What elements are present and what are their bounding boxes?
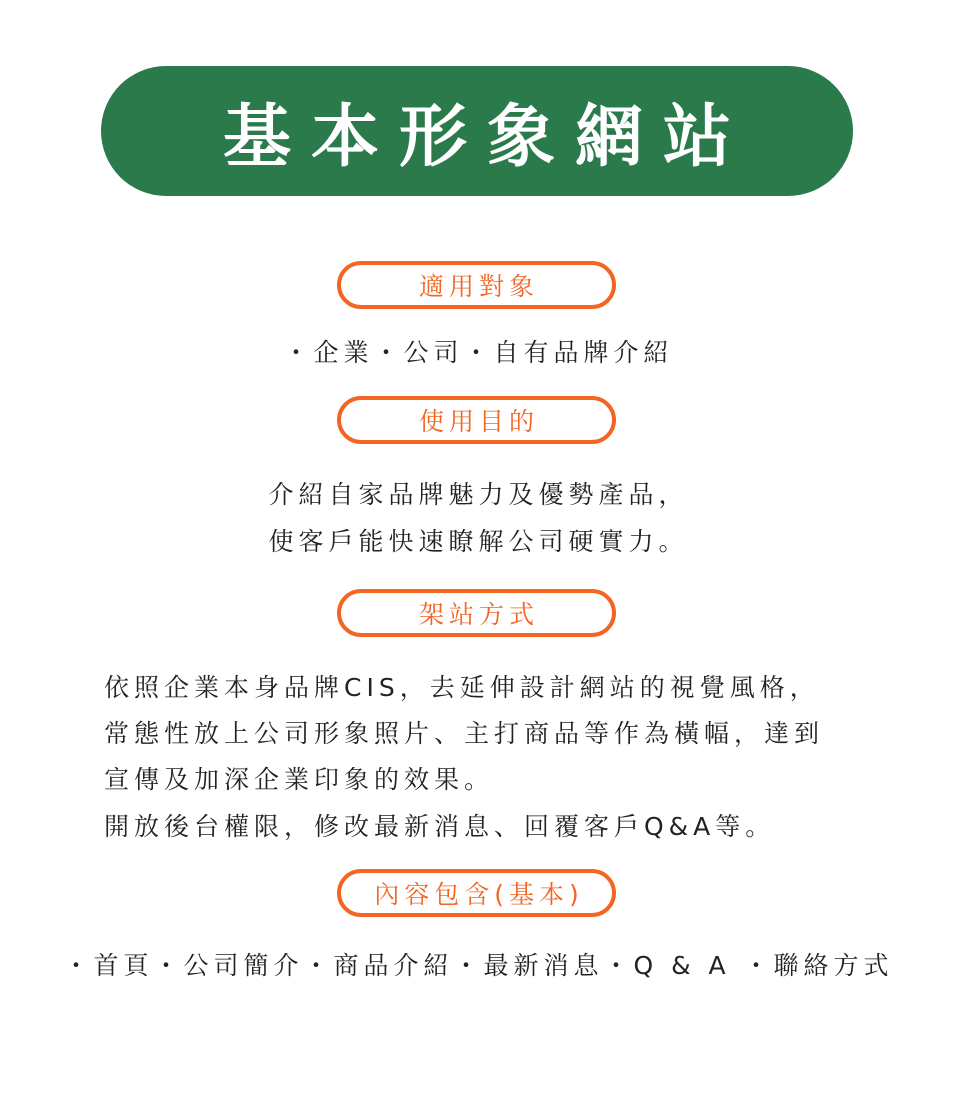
section-heading-label: 內容包含(基本): [374, 880, 584, 909]
section-heading-build-method: [337, 589, 616, 637]
section-heading-label: 適用對象: [418, 272, 539, 301]
build-method-line-1: 依照企業本身品牌CIS，去延伸設計網站的視覺風格，: [104, 673, 820, 702]
section-heading-contents: [337, 869, 616, 917]
contents-text: ・首頁・公司簡介・商品介紹・最新消息・Q & A ・聯絡方式: [63, 951, 894, 980]
build-method-line-3: 宣傳及加深企業印象的效果。: [104, 765, 495, 794]
section-heading-label: 架站方式: [418, 600, 539, 629]
section-heading-target-audience: [337, 261, 616, 309]
title-banner: [101, 66, 853, 196]
section-heading-purpose: [337, 396, 616, 444]
purpose-text-line-1: 介紹自家品牌魅力及優勢產品，: [268, 480, 689, 509]
page-title: 基本形象網站: [222, 97, 751, 177]
target-audience-text: ・企業・公司・自有品牌介紹: [283, 338, 674, 367]
section-heading-label: 使用目的: [418, 407, 539, 436]
purpose-text-line-2: 使客戶能快速瞭解公司硬實力。: [268, 527, 689, 556]
build-method-line-2: 常態性放上公司形象照片、主打商品等作為橫幅，達到: [104, 719, 825, 748]
build-method-line-4: 開放後台權限，修改最新消息、回覆客戶Q&A等。: [104, 812, 776, 841]
